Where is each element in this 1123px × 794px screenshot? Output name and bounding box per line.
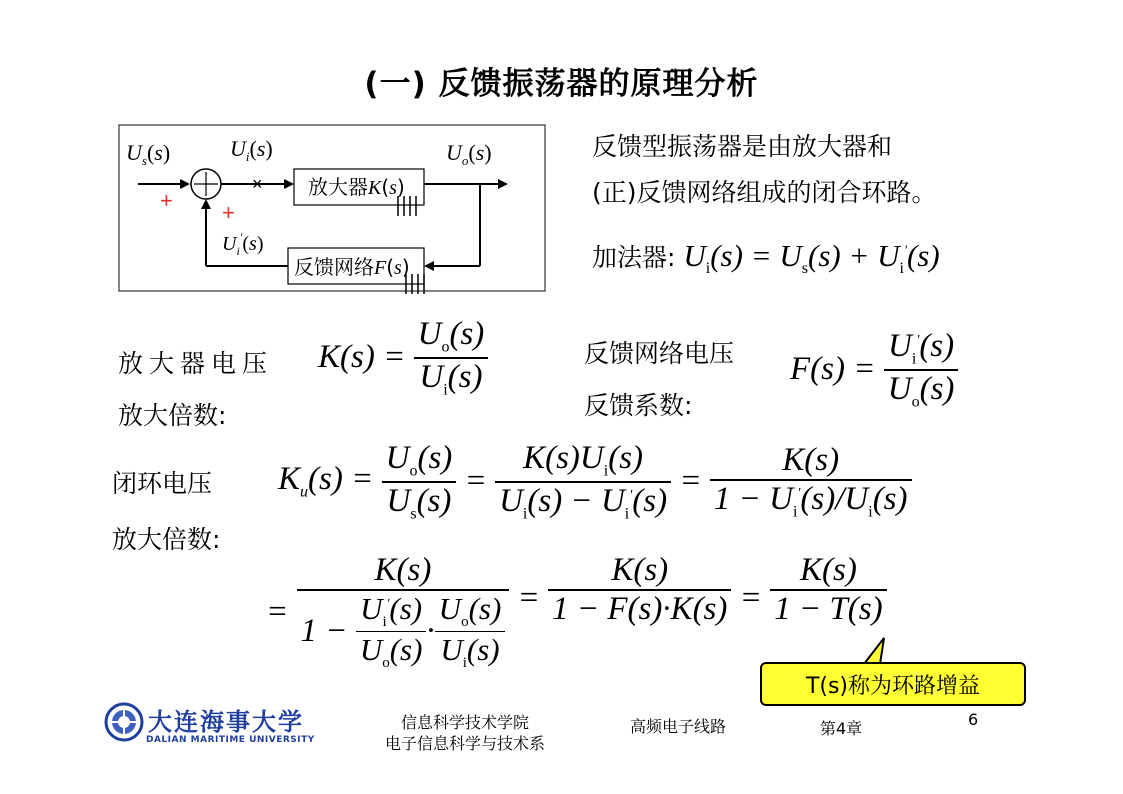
footer-dept-1: 信息科学技术学院 <box>400 713 529 732</box>
intro-line-1: 反馈型振荡器是由放大器和 <box>592 132 893 161</box>
amp-gain-formula: K(s) = $\frac{U_o(s)}{U_i(s)}$ <box>318 316 488 399</box>
footer-course: 高频电子线路 <box>630 717 727 736</box>
closed-loop-label <box>112 456 220 568</box>
fb-coef-label <box>584 328 734 432</box>
plus-sign-2: + <box>222 200 235 225</box>
footer-chapter: 第4章 <box>820 719 863 738</box>
cross-mark: × <box>252 174 263 194</box>
footer-page-number: 6 <box>968 710 979 729</box>
university-logo-icon <box>104 702 144 742</box>
ui-label: $U_i(s)$ <box>230 136 273 164</box>
adder-label: 加法器: <box>592 243 676 272</box>
fb-coef-line-2: 反馈系数: <box>584 391 693 420</box>
intro-text <box>592 124 937 216</box>
page-title: (一) 反馈振荡器的原理分析 <box>364 66 759 102</box>
closed-loop-line-2: 放大倍数: <box>112 525 221 554</box>
fb-coef-line-1: 反馈网络电压 <box>584 339 735 368</box>
loop-gain-formula: = K(s) 1 − $\frac{U_i'(s)}{U_o(s)}$ · $\frac{U_o(s)}{U_i(s)}$ = $\frac{K(s)}{1 - F(s)\cdot K(s)}$ = $\frac{K(s)}{1 - T(s)}$ <box>266 552 887 672</box>
plus-sign-1: + <box>160 188 173 213</box>
university-logo-cn: 大连海事大学 <box>148 707 304 736</box>
amp-gain-label <box>118 338 273 442</box>
footer-dept-2: 电子信息科学与技术系 <box>384 734 545 753</box>
closed-loop-line-1: 闭环电压 <box>112 469 213 498</box>
closed-loop-formula: $K_u(s)$ = $\frac{U_o(s)}{U_s(s)}$ = $\frac{K(s)U_i(s)}{U_i(s) - U_i'(s)}$ = $\frac{K(s)}{1 - U_i'(s)/U_i(s)}$ <box>278 440 912 523</box>
adder-equation: 加法器: $U_i(s) = U_s(s) + U_i'(s)$ <box>592 238 940 278</box>
university-logo-en: DALIAN MARITIME UNIVERSITY <box>146 735 315 745</box>
amp-gain-line-2: 放大倍数: <box>118 401 227 430</box>
footer-department <box>360 712 570 754</box>
fb-label: 反馈网络F(s) <box>294 255 410 279</box>
loop-gain-callout: T(s)称为环路增益 <box>760 662 1026 706</box>
block-diagram <box>118 124 548 294</box>
uo-label: $U_o(s)$ <box>446 140 492 168</box>
amp-gain-line-1: 放大器电压 <box>118 349 274 378</box>
fb-coef-formula: F(s) = $\frac{U_i'(s)}{U_o(s)}$ <box>790 328 958 411</box>
us-label: $U_s(s)$ <box>126 140 171 168</box>
amp-label: 放大器K(s) <box>308 175 405 199</box>
intro-line-2: (正)反馈网络组成的闭合环路。 <box>592 178 937 207</box>
uf-label: $U_i'(s)$ <box>222 230 264 258</box>
